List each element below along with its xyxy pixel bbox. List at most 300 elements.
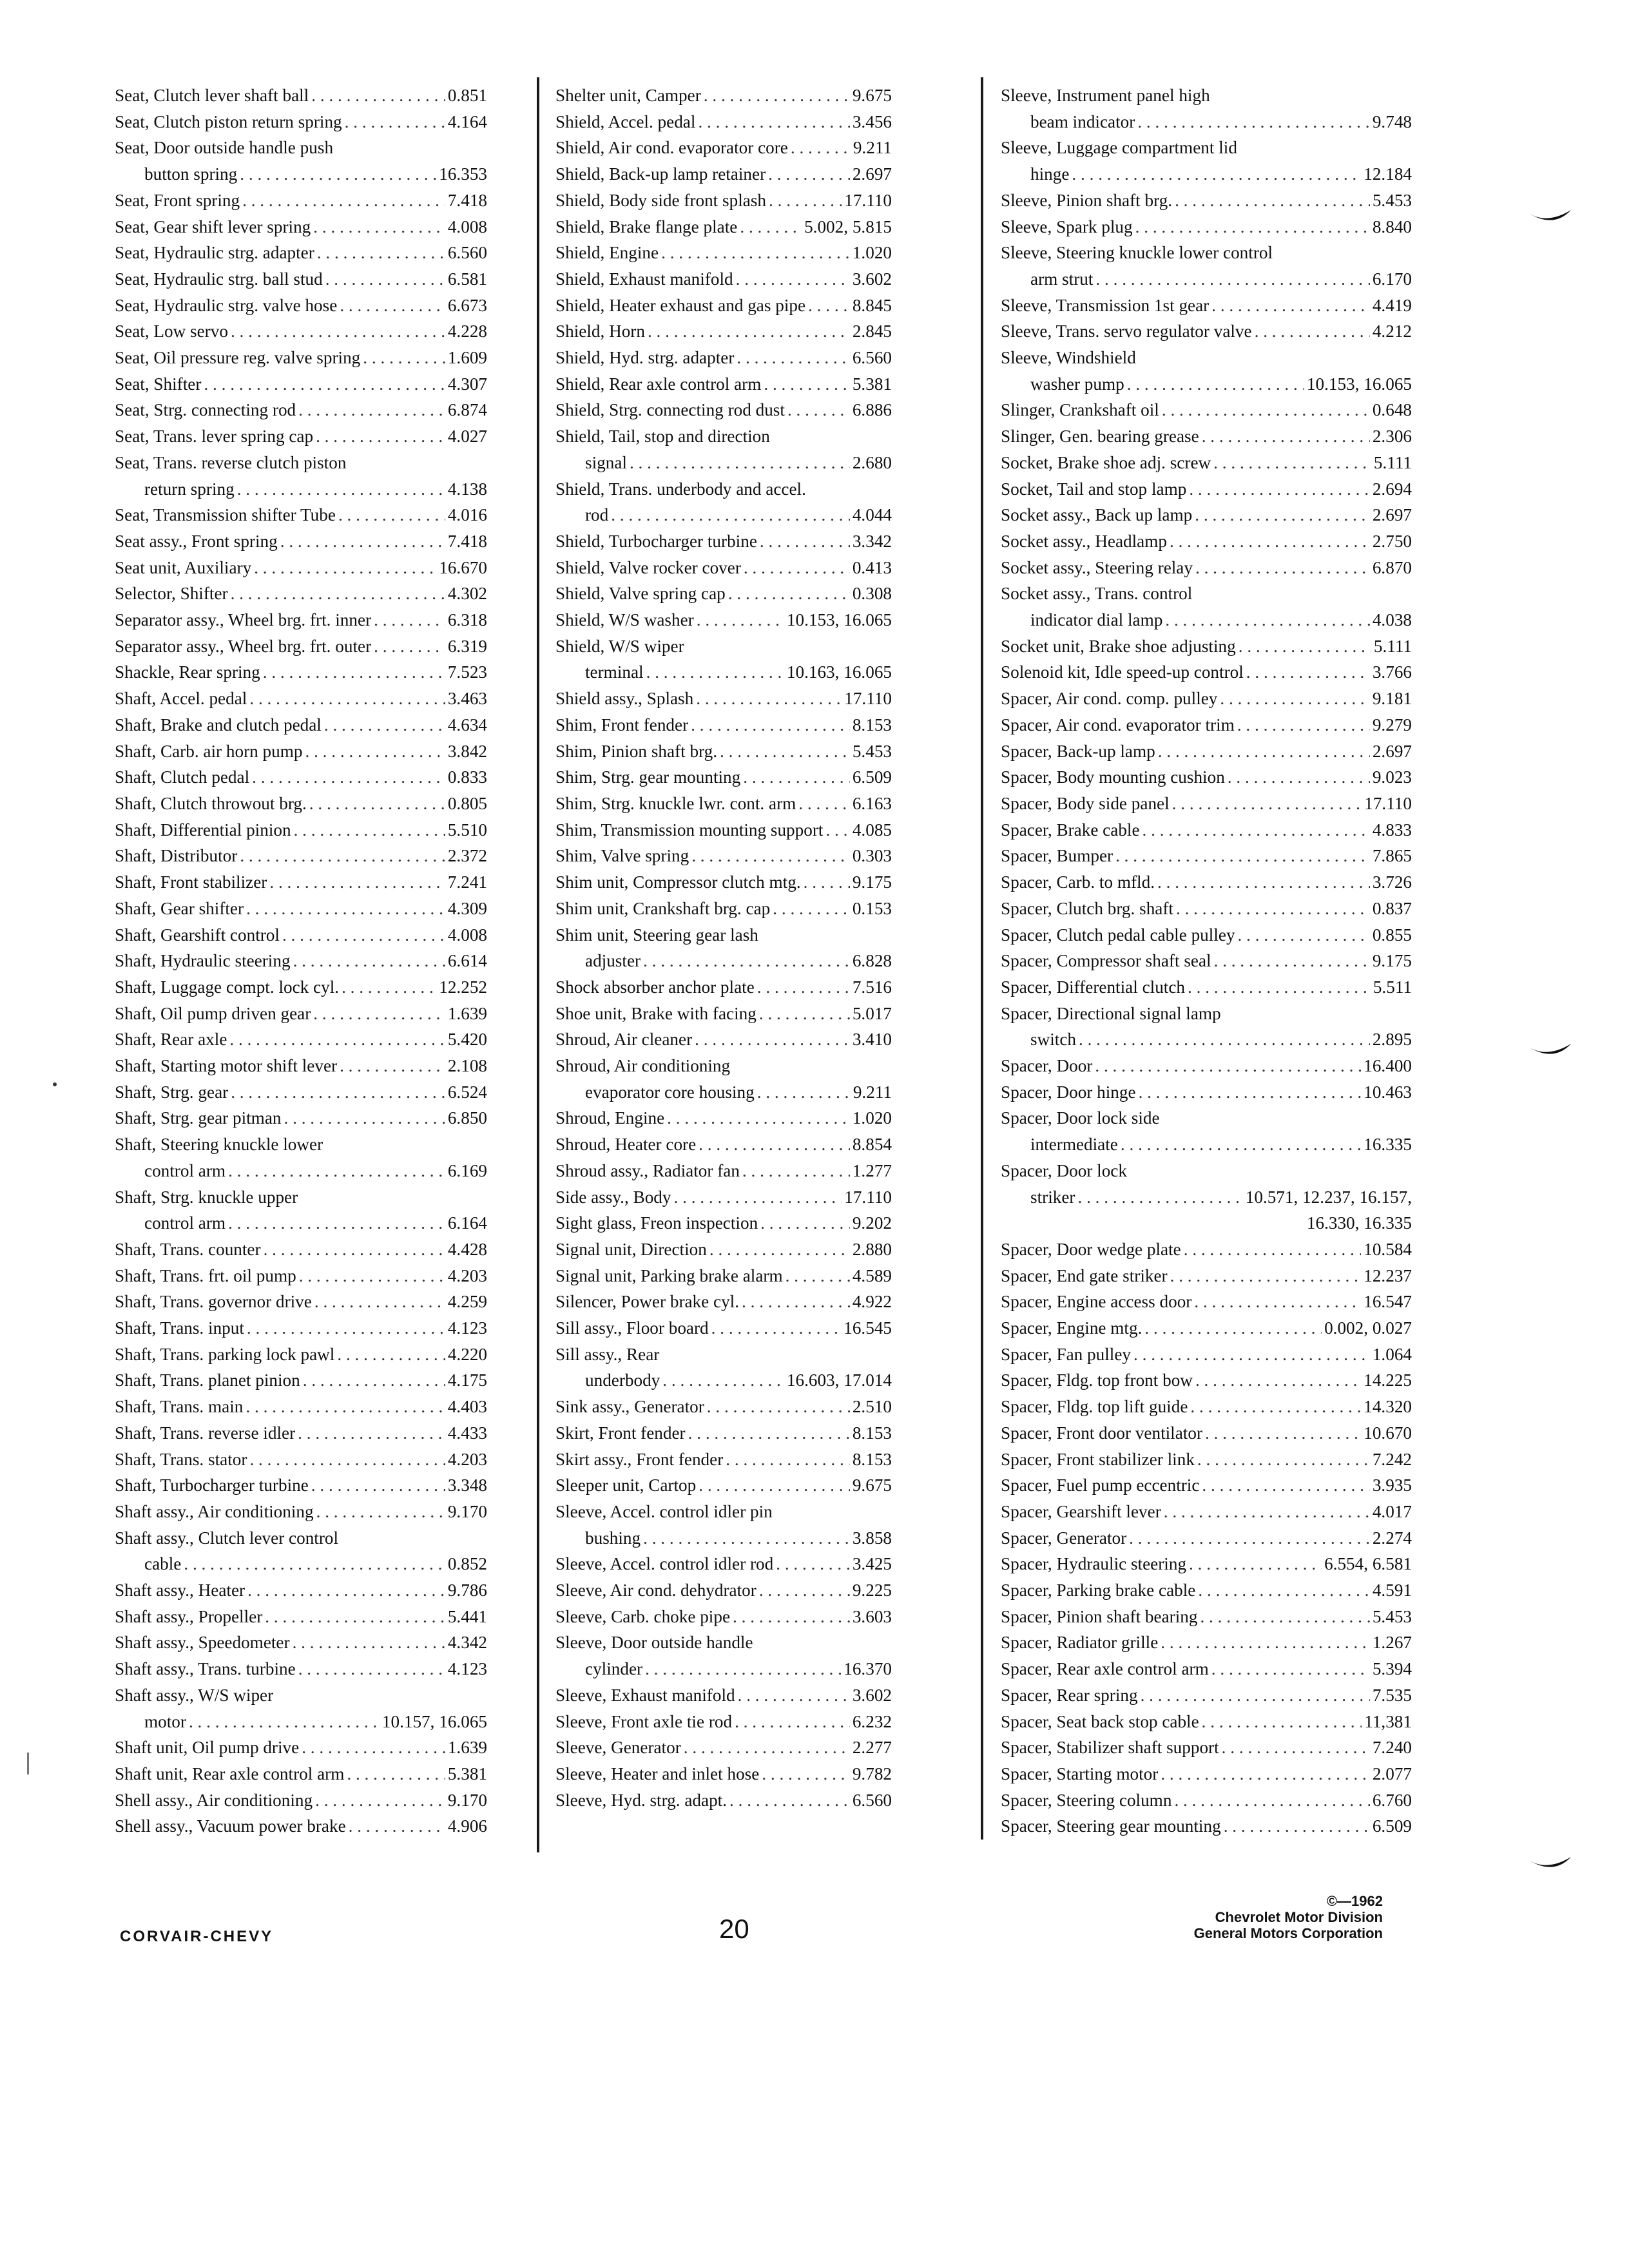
- entry-reference: 17.110: [844, 190, 892, 210]
- index-entry: [1001, 1682, 1412, 1709]
- leader-dots: [1202, 423, 1370, 450]
- entry-label: Shaft, Front stabilizer: [115, 872, 267, 892]
- index-entry: [115, 1341, 487, 1368]
- index-entry: [1001, 502, 1412, 528]
- leader-dots: [674, 1184, 842, 1211]
- leader-dots: [249, 686, 445, 712]
- entry-reference: 2.277: [852, 1738, 892, 1758]
- entry-reference: 5.453: [1372, 1606, 1412, 1626]
- entry-label: Shield, Rear axle control arm: [555, 374, 762, 394]
- index-entry: [1001, 922, 1412, 948]
- index-entry: [115, 397, 487, 423]
- entry-reference: 3.766: [1372, 662, 1412, 682]
- entry-reference: 5.111: [1373, 636, 1412, 656]
- index-entry: [555, 1577, 892, 1604]
- entry-label: Shock absorber anchor plate: [555, 977, 755, 997]
- index-entry: [555, 397, 892, 423]
- entry-reference: 9.181: [1372, 689, 1412, 709]
- leader-dots: [630, 450, 850, 476]
- leader-dots: [1205, 1420, 1361, 1446]
- leader-dots: [293, 948, 445, 974]
- entry-label: Shield, Valve rocker cover: [555, 557, 741, 577]
- entry-reference: 0.303: [852, 846, 892, 866]
- index-entry: [115, 1577, 487, 1604]
- entry-label: Shield, Strg. connecting rod dust: [555, 400, 785, 420]
- index-entry: [1001, 1341, 1412, 1368]
- entry-reference: 3.858: [852, 1528, 892, 1548]
- index-entry: [555, 1367, 892, 1394]
- leader-dots: [242, 187, 445, 214]
- entry-reference: 9.748: [1372, 111, 1412, 131]
- index-entry: [555, 1158, 892, 1184]
- leader-dots: [363, 345, 445, 371]
- entry-label: Seat, Hydraulic strg. valve hose: [115, 295, 338, 315]
- leader-dots: [337, 1341, 445, 1368]
- leader-dots: [1194, 1289, 1361, 1315]
- index-entry: [1001, 161, 1412, 187]
- index-entry: [555, 1787, 892, 1814]
- entry-label: Shaft, Trans. governor drive: [115, 1292, 312, 1312]
- index-entry: [555, 712, 892, 738]
- leader-dots: [298, 397, 445, 423]
- index-entry: [555, 1420, 892, 1446]
- entry-label: Shaft, Strg. knuckle upper: [115, 1187, 298, 1207]
- copyright-block: [1194, 1893, 1383, 1941]
- entry-label: Shaft, Clutch pedal: [115, 767, 250, 787]
- entry-reference: 16.335: [1364, 1135, 1412, 1155]
- entry-label: hinge: [1030, 164, 1070, 184]
- leader-dots: [786, 1263, 850, 1289]
- entry-label: Spacer, End gate striker: [1001, 1265, 1168, 1285]
- entry-reference: 16.330, 16.335: [1306, 1213, 1412, 1233]
- entry-label: Spacer, Bumper: [1001, 846, 1113, 866]
- leader-dots: [374, 633, 445, 660]
- index-entry: [1001, 187, 1412, 214]
- entry-reference: 0.648: [1372, 400, 1412, 420]
- leader-dots: [760, 1210, 850, 1236]
- entry-label: Shackle, Rear spring: [115, 662, 260, 682]
- entry-reference: 3.463: [447, 689, 487, 709]
- leader-dots: [1188, 974, 1371, 1001]
- entry-reference: 10.584: [1364, 1239, 1412, 1259]
- index-entry: [1001, 1656, 1412, 1682]
- leader-dots: [347, 1761, 445, 1787]
- index-entry: [1001, 896, 1412, 922]
- leader-dots: [661, 240, 850, 266]
- leader-dots: [643, 1525, 850, 1552]
- entry-label: Sleeve, Accel. control idler rod: [555, 1554, 774, 1574]
- leader-dots: [252, 764, 445, 791]
- entry-label: Shield, W/S washer: [555, 610, 694, 630]
- leader-dots: [1127, 371, 1304, 398]
- leader-dots: [1165, 607, 1369, 633]
- entry-label: Sleeve, Door outside handle: [555, 1633, 753, 1653]
- leader-dots: [247, 1577, 445, 1604]
- leader-dots: [1129, 1525, 1370, 1552]
- leader-dots: [1202, 1472, 1369, 1499]
- entry-label: Spacer, Fldg. top lift guide: [1001, 1397, 1188, 1417]
- leader-dots: [298, 1656, 445, 1682]
- entry-reference: 4.302: [447, 584, 487, 604]
- leader-dots: [311, 1472, 445, 1499]
- entry-reference: 5.394: [1372, 1659, 1412, 1679]
- speck-mark: [53, 1082, 57, 1086]
- index-entry: [555, 266, 892, 293]
- entry-label: Shaft, Luggage compt. lock cyl.: [115, 977, 340, 997]
- entry-reference: 0.413: [852, 557, 892, 577]
- index-entry: [1001, 1735, 1412, 1761]
- leader-dots: [305, 738, 445, 765]
- entry-reference: 6.169: [447, 1160, 487, 1180]
- entry-reference: 1.609: [447, 348, 487, 368]
- entry-label: Shield, Accel. pedal: [555, 111, 696, 131]
- entry-reference: 4.428: [447, 1239, 487, 1259]
- entry-label: Shelter unit, Camper: [555, 86, 701, 105]
- entry-reference: 10.153, 16.065: [1306, 374, 1412, 394]
- entry-reference: 4.038: [1372, 610, 1412, 630]
- entry-reference: 7.516: [852, 977, 892, 997]
- entry-reference: 9.170: [447, 1501, 487, 1521]
- entry-label: Spacer, Rear spring: [1001, 1685, 1138, 1705]
- entry-reference: 6.870: [1372, 557, 1412, 577]
- index-entry: [115, 1813, 487, 1840]
- entry-reference: 16.400: [1364, 1056, 1412, 1076]
- entry-label: terminal: [585, 662, 644, 682]
- index-entry: [555, 1184, 892, 1211]
- entry-label: Seat, Trans. lever spring cap: [115, 427, 314, 447]
- entry-label: Spacer, Compressor shaft seal: [1001, 951, 1211, 971]
- entry-label: Sleeve, Hyd. strg. adapt.: [555, 1790, 728, 1810]
- entry-label: Sleeve, Transmission 1st gear: [1001, 295, 1210, 315]
- entry-label: Silencer, Power brake cyl.: [555, 1292, 740, 1312]
- index-entry: [1001, 240, 1412, 266]
- entry-reference: 4.403: [447, 1397, 487, 1417]
- leader-dots: [249, 1446, 445, 1473]
- leader-dots: [759, 1001, 850, 1027]
- index-column-1: [115, 82, 487, 1840]
- index-entry: [555, 1236, 892, 1263]
- entry-label: Spacer, Radiator grille: [1001, 1633, 1159, 1653]
- index-entry: [1001, 1787, 1412, 1814]
- entry-reference: 0.153: [852, 898, 892, 918]
- index-entry: [555, 738, 892, 765]
- leader-dots: [1158, 738, 1370, 765]
- index-entry: [555, 1682, 892, 1709]
- entry-reference: 6.560: [852, 1790, 892, 1810]
- leader-dots: [704, 82, 850, 109]
- entry-label: Spacer, Steering column: [1001, 1790, 1172, 1810]
- entry-reference: 4.634: [447, 715, 487, 735]
- index-entry: [1001, 1105, 1412, 1131]
- entry-reference: 9.279: [1372, 715, 1412, 735]
- index-column-3: [1001, 82, 1412, 1840]
- entry-label: Shaft assy., Speedometer: [115, 1633, 290, 1653]
- entry-reference: 4.433: [447, 1423, 487, 1443]
- index-entry: [1001, 1813, 1412, 1840]
- entry-label: Shaft assy., Trans. turbine: [115, 1659, 296, 1679]
- entry-label: Seat unit, Auxiliary: [115, 557, 252, 577]
- index-entry: [115, 528, 487, 555]
- entry-label: Separator assy., Wheel brg. frt. outer: [115, 636, 372, 656]
- index-entry: [115, 161, 487, 187]
- leader-dots: [1200, 1604, 1369, 1630]
- index-entry: [1001, 397, 1412, 423]
- index-entry: [1001, 974, 1412, 1001]
- index-entry: [115, 1184, 487, 1211]
- index-entry: [115, 423, 487, 450]
- entry-label: Shield, Body side front splash: [555, 190, 766, 210]
- entry-label: Seat, Oil pressure reg. valve spring: [115, 348, 361, 368]
- leader-dots: [247, 1315, 445, 1341]
- entry-reference: 2.845: [852, 322, 892, 341]
- leader-dots: [338, 502, 445, 528]
- entry-label: underbody: [585, 1370, 660, 1390]
- entry-reference: 16.353: [439, 164, 487, 184]
- entry-label: Shim unit, Crankshaft brg. cap: [555, 898, 771, 918]
- leader-dots: [738, 1682, 850, 1709]
- leader-dots: [294, 817, 445, 843]
- entry-reference: 4.138: [447, 479, 487, 499]
- entry-label: Spacer, Seat back stop cable: [1001, 1711, 1199, 1731]
- index-entry: [555, 1026, 892, 1053]
- entry-label: Shield assy., Splash: [555, 689, 694, 709]
- index-entry: [1001, 450, 1412, 476]
- entry-reference: 2.697: [852, 164, 892, 184]
- index-entry: [115, 1131, 487, 1158]
- entry-reference: 17.110: [844, 689, 892, 709]
- entry-label: Side assy., Body: [555, 1187, 671, 1207]
- leader-dots: [697, 607, 784, 633]
- entry-label: Shaft, Strg. gear pitman: [115, 1108, 282, 1128]
- index-entry: [1001, 1604, 1412, 1630]
- index-entry: [1001, 555, 1412, 581]
- entry-reference: 16.670: [439, 557, 487, 577]
- entry-label: Shell assy., Vacuum power brake: [115, 1816, 346, 1836]
- entry-reference: 6.164: [447, 1213, 487, 1233]
- index-entry: [555, 1001, 892, 1027]
- entry-label: control arm: [144, 1213, 226, 1233]
- leader-dots: [699, 1131, 850, 1158]
- leader-dots: [1135, 214, 1370, 240]
- entry-label: Spacer, Clutch brg. shaft: [1001, 898, 1173, 918]
- entry-label: Socket assy., Headlamp: [1001, 531, 1167, 551]
- entry-label: Spacer, Differential clutch: [1001, 977, 1186, 997]
- leader-dots: [1164, 1499, 1370, 1525]
- index-entry: [555, 109, 892, 135]
- leader-dots: [264, 1236, 445, 1263]
- index-entry: [555, 1341, 892, 1368]
- index-entry: [115, 1001, 487, 1027]
- index-entry: [555, 135, 892, 161]
- entry-label: Solenoid kit, Idle speed-up control: [1001, 662, 1244, 682]
- index-entry: [555, 659, 892, 686]
- leader-dots: [684, 1735, 850, 1761]
- footer-title: CORVAIR-CHEVY: [120, 1928, 274, 1945]
- entry-reference: 0.852: [447, 1554, 487, 1574]
- entry-label: rod: [585, 505, 609, 525]
- index-entry: [1001, 1001, 1412, 1027]
- entry-label: Shim, Valve spring: [555, 846, 689, 866]
- index-entry: [555, 555, 892, 581]
- entry-label: Seat, Transmission shifter Tube: [115, 505, 336, 525]
- entry-label: Shaft assy., Propeller: [115, 1606, 263, 1626]
- entry-label: Shoe unit, Brake with facing: [555, 1003, 757, 1023]
- entry-label: Shaft, Oil pump driven gear: [115, 1003, 311, 1023]
- index-entry: [1001, 345, 1412, 371]
- entry-reference: 3.602: [852, 269, 892, 289]
- entry-reference: 7.241: [447, 872, 487, 892]
- entry-reference: 0.308: [852, 584, 892, 604]
- index-entry: [115, 712, 487, 738]
- leader-dots: [1224, 1813, 1370, 1840]
- index-entry: [115, 1735, 487, 1761]
- leader-dots: [282, 922, 445, 948]
- entry-label: Spacer, Steering gear mounting: [1001, 1816, 1221, 1836]
- entry-reference: 4.175: [447, 1370, 487, 1390]
- leader-dots: [345, 109, 445, 135]
- index-entry: [555, 82, 892, 109]
- index-entry: [115, 1105, 487, 1131]
- index-entry: [555, 869, 892, 896]
- entry-reference: 16.370: [843, 1659, 892, 1679]
- leader-dots: [825, 817, 849, 843]
- index-entry: [115, 1787, 487, 1814]
- leader-dots: [1161, 1761, 1370, 1787]
- column-divider: [981, 77, 983, 1840]
- entry-label: Spacer, Hydraulic steering: [1001, 1554, 1187, 1574]
- leader-dots: [340, 293, 445, 319]
- entry-label: Sleeve, Luggage compartment lid: [1001, 138, 1237, 158]
- entry-reference: 0.837: [1372, 898, 1412, 918]
- entry-label: Selector, Shifter: [115, 584, 228, 604]
- entry-label: Spacer, Generator: [1001, 1528, 1127, 1548]
- entry-reference: 5.381: [852, 374, 892, 394]
- leader-dots: [791, 135, 851, 161]
- leader-dots: [1190, 1394, 1361, 1420]
- leader-dots: [1211, 1656, 1370, 1682]
- entry-label: Spacer, Body mounting cushion: [1001, 767, 1225, 787]
- entry-label: Shroud, Heater core: [555, 1135, 697, 1155]
- entry-label: Shaft, Brake and clutch pedal: [115, 715, 322, 735]
- leader-dots: [228, 1210, 445, 1236]
- index-entry: [1001, 1761, 1412, 1787]
- entry-reference: 2.697: [1372, 741, 1412, 761]
- entry-reference: 9.786: [447, 1581, 487, 1600]
- entry-reference: 4.307: [447, 374, 487, 394]
- leader-dots: [648, 318, 850, 345]
- index-entry: [555, 1289, 892, 1315]
- entry-reference: 6.673: [447, 295, 487, 315]
- index-entry: [555, 161, 892, 187]
- index-entry: [115, 1420, 487, 1446]
- entry-label: washer pump: [1030, 374, 1124, 394]
- entry-reference: 17.110: [1364, 793, 1412, 813]
- entry-label: Sleeve, Generator: [555, 1738, 681, 1758]
- entry-reference: 16.545: [843, 1318, 892, 1338]
- leader-dots: [1220, 686, 1369, 712]
- entry-label: Shaft, Gearshift control: [115, 925, 280, 945]
- index-entry: [555, 1394, 892, 1420]
- leader-dots: [284, 1105, 445, 1131]
- index-entry: [555, 450, 892, 476]
- entry-label: intermediate: [1030, 1135, 1118, 1155]
- entry-reference: 3.425: [852, 1554, 892, 1574]
- leader-dots: [757, 974, 850, 1001]
- entry-reference: 10.157, 16.065: [381, 1711, 487, 1731]
- index-entry: [115, 686, 487, 712]
- entry-label: Seat, Strg. connecting rod: [115, 400, 296, 420]
- entry-label: control arm: [144, 1160, 226, 1180]
- entry-reference: 9.675: [852, 1475, 892, 1495]
- entry-reference: 9.175: [852, 872, 892, 892]
- leader-dots: [804, 869, 850, 896]
- entry-reference: 9.202: [852, 1213, 892, 1233]
- index-entry: [115, 948, 487, 974]
- entry-label: Shroud assy., Radiator fan: [555, 1160, 740, 1180]
- entry-label: Spacer, Directional signal lamp: [1001, 1003, 1221, 1023]
- entry-reference: 5.453: [1372, 190, 1412, 210]
- entry-reference: 9.782: [852, 1764, 892, 1783]
- entry-reference: 10.463: [1364, 1082, 1412, 1102]
- index-entry: [115, 1709, 487, 1735]
- entry-reference: 4.212: [1372, 322, 1412, 341]
- entry-label: Socket, Brake shoe adj. screw: [1001, 452, 1211, 472]
- index-entry: [1001, 1263, 1412, 1289]
- leader-dots: [342, 974, 436, 1001]
- index-entry: [555, 1604, 892, 1630]
- entry-label: Shroud, Engine: [555, 1108, 665, 1128]
- index-entry: [555, 633, 892, 660]
- leader-dots: [1162, 397, 1370, 423]
- leader-dots: [1157, 869, 1370, 896]
- index-entry: [115, 1604, 487, 1630]
- entry-label: Spacer, Engine mtg.: [1001, 1318, 1142, 1338]
- entry-label: Signal unit, Parking brake alarm: [555, 1265, 783, 1285]
- entry-label: Spacer, Parking brake cable: [1001, 1581, 1196, 1600]
- entry-label: Seat, Hydraulic strg. adapter: [115, 243, 314, 263]
- index-entry: [1001, 1158, 1412, 1184]
- entry-label: Spacer, Gearshift lever: [1001, 1501, 1161, 1521]
- entry-label: Shaft, Accel. pedal: [115, 689, 247, 709]
- leader-dots: [231, 318, 445, 345]
- entry-label: Shaft, Trans. counter: [115, 1239, 261, 1259]
- entry-label: Sleeve, Carb. choke pipe: [555, 1606, 731, 1626]
- entry-label: beam indicator: [1030, 111, 1135, 131]
- copyright-division: Chevrolet Motor Division: [1215, 1909, 1383, 1925]
- index-entry: [1001, 738, 1412, 765]
- entry-label: Slinger, Gen. bearing grease: [1001, 427, 1199, 447]
- index-entry: [1001, 1079, 1412, 1106]
- leader-dots: [1195, 1367, 1361, 1394]
- leader-dots: [768, 161, 850, 187]
- entry-label: Spacer, Fan pulley: [1001, 1344, 1132, 1364]
- index-entry: [115, 1472, 487, 1499]
- index-entry: [555, 371, 892, 398]
- entry-reference: 9.023: [1372, 767, 1412, 787]
- index-entry: [555, 1263, 892, 1289]
- leader-dots: [1237, 712, 1370, 738]
- entry-label: Shim, Strg. gear mounting: [555, 767, 741, 787]
- index-entry: [1001, 1053, 1412, 1079]
- index-entry: [1001, 82, 1412, 109]
- entry-label: Shaft, Trans. main: [115, 1397, 244, 1417]
- entry-reference: 9.211: [853, 1082, 892, 1102]
- leader-dots: [349, 1813, 445, 1840]
- entry-reference: 12.184: [1364, 164, 1412, 184]
- entry-label: Shaft, Trans. frt. oil pump: [115, 1265, 296, 1285]
- leader-dots: [728, 581, 850, 607]
- entry-reference: 10.571, 12.237, 16.157,: [1245, 1187, 1412, 1207]
